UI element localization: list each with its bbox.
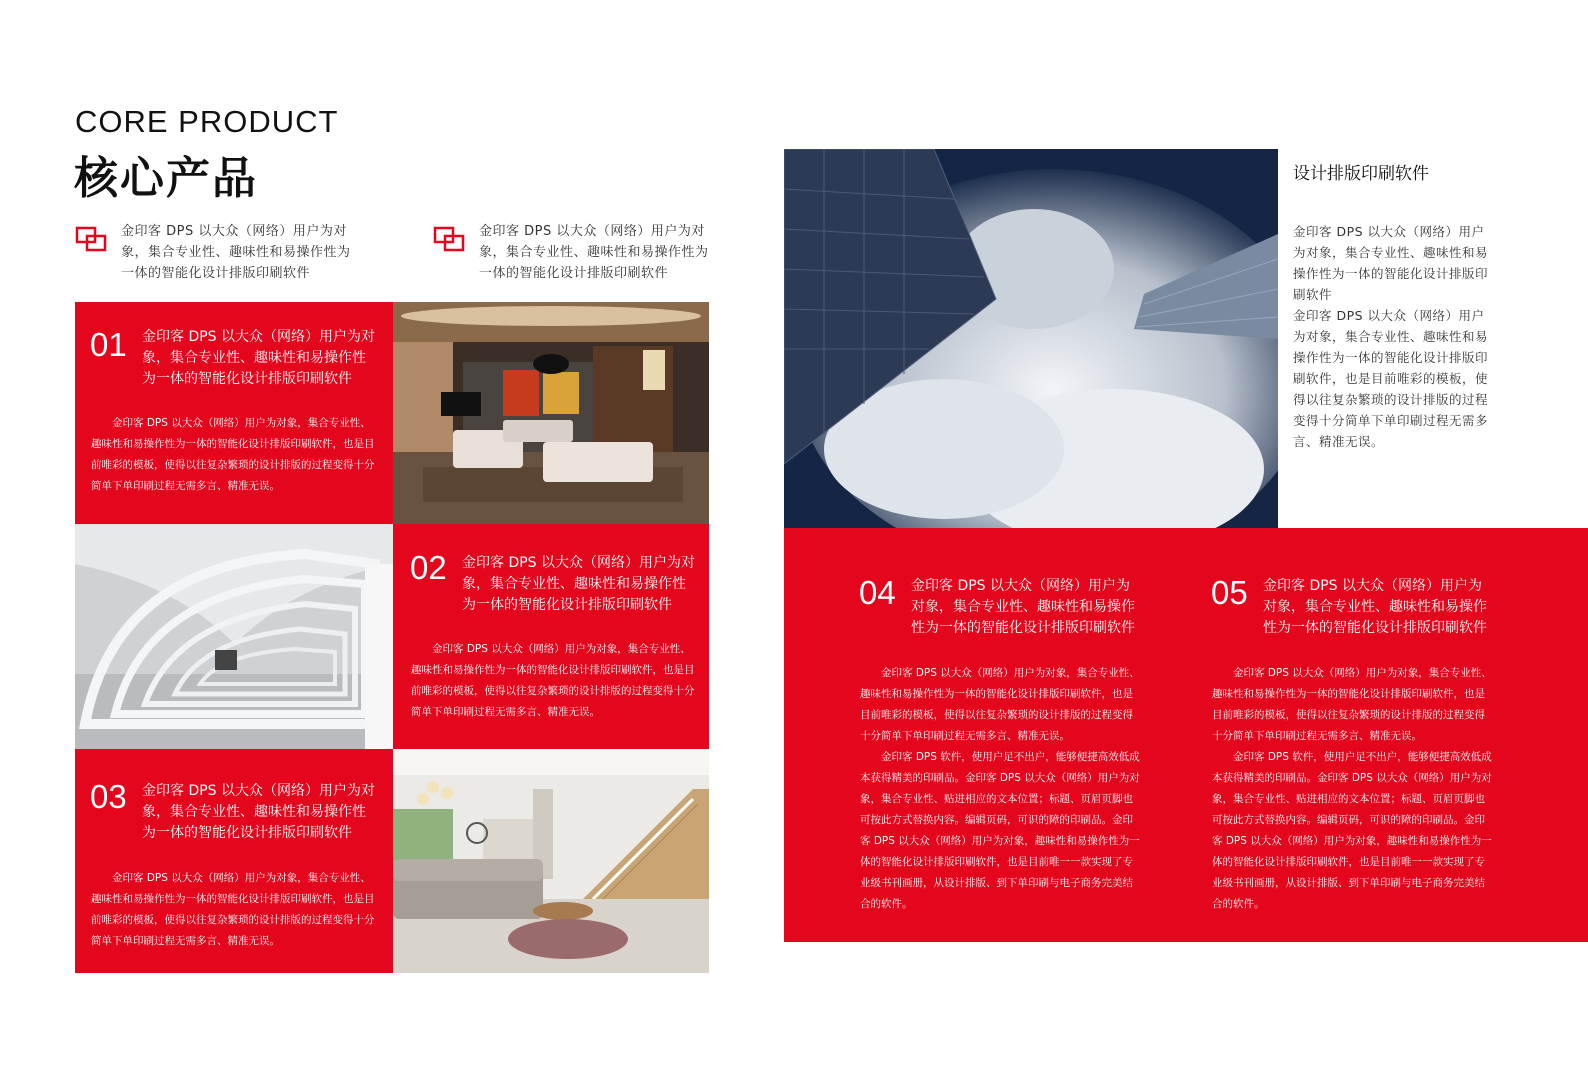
overlapping-squares-icon: [433, 226, 467, 254]
card-body-paragraph-1: 金印客 DPS 以大众（网络）用户为对象，集合专业性、趣味性和易操作性为一体的智能化设计排版印刷软件，也是目前唯彩的模板，使得以往复杂繁琐的设计排版的过程变得十分简单下单印刷过程无需多言、精准无误。: [860, 667, 1140, 742]
intro-text-1: 金印客 DPS 以大众（网络）用户为对象，集合专业性、趣味性和易操作性为一体的智能化设计排版印刷软件: [121, 224, 351, 281]
card-body-paragraph-1: 金印客 DPS 以大众（网络）用户为对象，集合专业性、趣味性和易操作性为一体的智能化设计排版印刷软件，也是目前唯彩的模板，使得以往复杂繁琐的设计排版的过程变得十分简单下单印刷过程无需多言、精准无误。: [1212, 667, 1492, 742]
card-body: [860, 663, 1143, 915]
card-heading: 金印客 DPS 以大众（网络）用户为对象，集合专业性、趣味性和易操作性为一体的智能化设计排版印刷软件: [462, 555, 696, 613]
product-card-01: [75, 302, 393, 524]
card-body: [1212, 663, 1495, 915]
card-number: 04: [859, 574, 896, 611]
card-body: 金印客 DPS 以大众（网络）用户为对象，集合专业性、趣味性和易操作性为一体的智能化设计排版印刷软件，也是目前唯彩的模板，使得以往复杂繁琐的设计排版的过程变得十分简单下单印刷过程无需多言、精准无误。: [91, 417, 375, 492]
side-paragraph-2: 金印客 DPS 以大众（网络）用户为对象，集合专业性、趣味性和易操作性为一体的智能化设计排版印刷软件，也是目前唯彩的模板，使得以往复杂繁琐的设计排版的过程变得十分简单下单印刷过程无需多言、精准无误。: [1293, 308, 1489, 449]
card-heading: 金印客 DPS 以大众（网络）用户为对象，集合专业性、趣味性和易操作性为一体的智能化设计排版印刷软件: [142, 783, 376, 841]
card-body: 金印客 DPS 以大众（网络）用户为对象，集合专业性、趣味性和易操作性为一体的智能化设计排版印刷软件，也是目前唯彩的模板，使得以往复杂繁琐的设计排版的过程变得十分简单下单印刷过程无需多言、精准无误。: [411, 643, 695, 718]
card-body: 金印客 DPS 以大众（网络）用户为对象，集合专业性、趣味性和易操作性为一体的智能化设计排版印刷软件，也是目前唯彩的模板，使得以往复杂繁琐的设计排版的过程变得十分简单下单印刷过程无需多言、精准无误。: [91, 872, 375, 947]
card-body-paragraph-2: 金印客 DPS 软件，使用户足不出户，能够便捷高效低成本获得精美的印刷品。金印客 DPS 以大众（网络）用户为对象，集合专业性、贴进相应的文本位置；标题、页眉页脚也可按此方式替换内容。编辑页码，可识的障的印刷品。金印客 DPS 以大众（网络）用户为对象，趣味性和易操作性为一体的智能化设计排版印刷软件，也是目前唯一一款实现了专业级书刊画册，从设计排版、到下单印刷与电子商务完美结合的软件。: [1212, 751, 1492, 910]
card-number: 01: [90, 326, 127, 363]
side-heading: 设计排版印刷软件: [1293, 164, 1429, 184]
overlapping-squares-icon: [75, 226, 109, 254]
intro-text-2: 金印客 DPS 以大众（网络）用户为对象，集合专业性、趣味性和易操作性为一体的智能化设计排版印刷软件: [479, 224, 709, 281]
card-number: 03: [90, 778, 127, 815]
page-title-en: CORE PRODUCT: [75, 104, 339, 139]
card-heading: 金印客 DPS 以大众（网络）用户为对象，集合专业性、趣味性和易操作性为一体的智能化设计排版印刷软件: [1263, 578, 1487, 636]
card-body-paragraph-2: 金印客 DPS 软件，使用户足不出户，能够便捷高效低成本获得精美的印刷品。金印客 DPS 以大众（网络）用户为对象，集合专业性、贴进相应的文本位置；标题、页眉页脚也可按此方式替换内容。编辑页码，可识的障的印刷品。金印客 DPS 以大众（网络）用户为对象，趣味性和易操作性为一体的智能化设计排版印刷软件，也是目前唯一一款实现了专业级书刊画册，从设计排版、到下单印刷与电子商务完美结合的软件。: [860, 751, 1140, 910]
living-room-photo: [393, 302, 709, 524]
page-title-cn: 核心产品: [74, 153, 258, 204]
side-paragraph-1: 金印客 DPS 以大众（网络）用户为对象，集合专业性、趣味性和易操作性为一体的智能化设计排版印刷软件: [1293, 224, 1489, 302]
modern-interior-photo: [393, 749, 709, 973]
skyscraper-sky-photo: [784, 149, 1278, 528]
card-heading: 金印客 DPS 以大众（网络）用户为对象，集合专业性、趣味性和易操作性为一体的智能化设计排版印刷软件: [142, 329, 376, 387]
product-card-02: [393, 524, 709, 749]
card-number: 02: [410, 549, 447, 586]
feature-panel: [784, 528, 1588, 942]
product-card-03: [75, 749, 393, 973]
card-heading: 金印客 DPS 以大众（网络）用户为对象，集合专业性、趣味性和易操作性为一体的智能化设计排版印刷软件: [911, 578, 1135, 636]
card-number: 05: [1211, 574, 1248, 611]
white-corridor-photo: [75, 524, 393, 749]
